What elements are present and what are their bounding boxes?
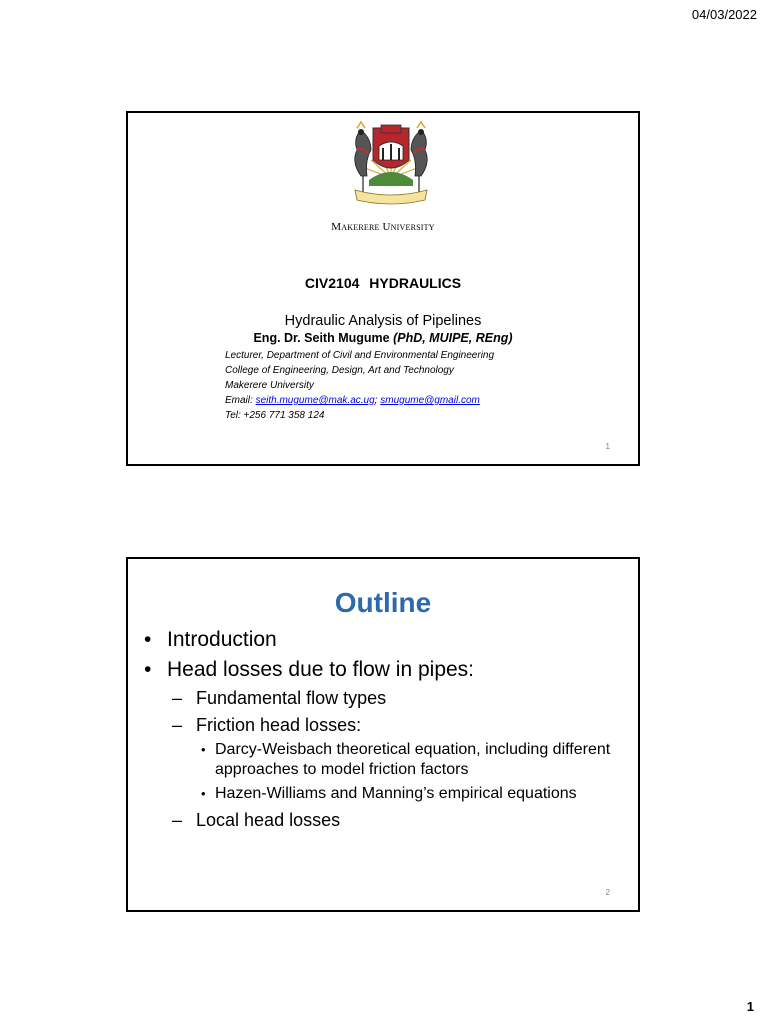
outline-item: • Introduction xyxy=(144,628,277,651)
presenter xyxy=(128,331,638,345)
email-link-1[interactable]: seith.mugume@mak.ac.ug xyxy=(255,395,375,406)
outline-title: Outline xyxy=(334,587,432,618)
outline-subitem: – Fundamental flow types xyxy=(172,688,387,708)
university-name: Makerere University xyxy=(331,221,435,233)
outline-subitem: – Local head losses xyxy=(172,810,341,830)
slide-number: 1 xyxy=(605,442,610,451)
page-number: 1 xyxy=(746,999,754,1014)
slide-number: 2 xyxy=(605,888,610,897)
outline-subsubitem: • Darcy-Weisbach theoretical equation, including different approaches to model friction factors xyxy=(201,741,611,778)
presenter-details xyxy=(225,348,494,423)
institution-line: Makerere University xyxy=(225,380,314,391)
position-line: Lecturer, Department of Civil and Environmental Engineering xyxy=(225,350,495,361)
outline-item: • Head losses due to flow in pipes: xyxy=(144,658,475,681)
print-date: 04/03/2022 xyxy=(691,7,757,22)
presenter-credentials: (PhD, MUIPE, REng) xyxy=(393,331,513,345)
outline-subitem: – Friction head losses: xyxy=(172,715,362,735)
outline-list xyxy=(142,626,632,835)
presenter-name: Eng. Dr. Seith Mugume xyxy=(253,331,390,345)
email-separator: ; xyxy=(374,395,378,406)
slide-1 xyxy=(126,111,640,466)
outline-subsubitem: • Hazen-Williams and Manning’s empirical equations xyxy=(201,785,577,802)
tel-line: Tel: +256 771 358 124 xyxy=(225,410,325,421)
email-line xyxy=(225,393,494,408)
email-link-2[interactable]: smugume@gmail.com xyxy=(380,395,480,406)
college-line: College of Engineering, Design, Art and Technology xyxy=(225,365,454,376)
university-crest-logo xyxy=(331,120,451,210)
email-label: Email: xyxy=(225,395,253,406)
course-code-title: CIV2104 HYDRAULICS xyxy=(304,275,462,291)
lecture-title: Hydraulic Analysis of Pipelines xyxy=(284,313,482,329)
slide-2 xyxy=(126,557,640,912)
